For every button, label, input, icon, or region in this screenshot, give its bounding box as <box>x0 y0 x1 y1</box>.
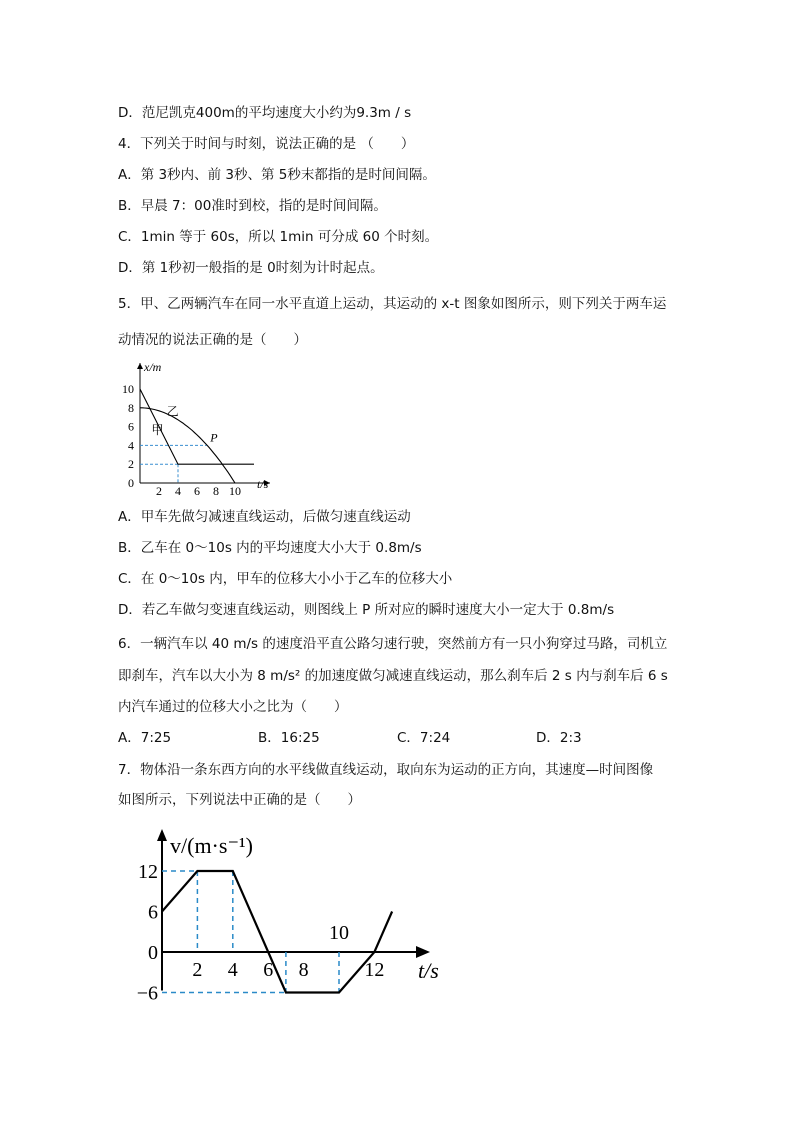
x-tick-label: 8 <box>213 484 219 498</box>
series-yi-label: 乙 <box>166 404 179 419</box>
x-axis-arrow <box>416 946 430 958</box>
y-tick-label: 0 <box>128 476 134 490</box>
q5-option-c: C．在 0～10s 内，甲车的位移大小小于乙车的位移大小 <box>118 571 453 587</box>
y-tick-label: 0 <box>148 942 158 964</box>
q5-stem-line2: 动情况的说法正确的是（ ） <box>118 332 307 348</box>
y-tick-label: 10 <box>122 382 134 396</box>
x-axis-label: t/s <box>418 958 439 983</box>
y-tick-label: 4 <box>128 438 134 453</box>
y-tick-label: 6 <box>128 419 134 434</box>
vt-chart <box>130 825 460 1010</box>
x-tick-label: 4 <box>175 484 181 498</box>
x-tick-label: 2 <box>156 484 162 498</box>
q4-option-c: C．1min 等于 60s，所以 1min 可分成 60 个时刻。 <box>118 229 439 245</box>
q6-stem-line1: 6．一辆汽车以 40 m/s 的速度沿平直公路匀速行驶，突然前方有一只小狗穿过马路，司机立 <box>118 636 668 652</box>
q4-option-a: A．第 3秒内、前 3秒、第 5秒末都指的是时间间隔。 <box>118 167 436 183</box>
q5-option-a: A．甲车先做匀减速直线运动，后做匀速直线运动 <box>118 509 411 525</box>
point-p-label: P <box>210 430 218 445</box>
series-jia-label: 甲 <box>151 423 164 438</box>
x-tick-label: 10 <box>229 484 241 498</box>
x-tick-label: 4 <box>227 959 238 981</box>
q6-stem-line3: 内汽车通过的位移大小之比为（ ） <box>118 699 348 715</box>
y-axis-arrow <box>137 363 143 369</box>
x-axis-label: t/s <box>257 477 269 491</box>
y-tick-label: 8 <box>128 400 134 415</box>
q6-stem-line2: 即刹车，汽车以大小为 8 m/s² 的加速度做匀减速直线运动，那么刹车后 2 s 内与刹车后 6 s <box>118 668 668 684</box>
x-tick-label: 2 <box>192 959 203 981</box>
q7-stem-line2: 如图所示，下列说法中正确的是（ ） <box>118 792 361 808</box>
y-tick-label: 12 <box>138 861 158 883</box>
x-tick-label: 12 <box>364 959 385 981</box>
q4-option-b: B．早晨 7：00准时到校，指的是时间间隔。 <box>118 198 387 214</box>
q6-option-a: A．7:25 <box>118 730 172 746</box>
q5-option-d: D．若乙车做匀变速直线运动，则图线上 P 所对应的瞬时速度大小一定大于 0.8m/s <box>118 602 615 618</box>
x-tick-label: 10 <box>329 922 349 944</box>
x-tick-label: 6 <box>194 484 200 498</box>
q7-stem-line1: 7．物体沿一条东西方向的水平线做直线运动，取向东为运动的正方向，其速度—时间图像 <box>118 762 654 778</box>
q3-option-d: D．范尼凯克400m的平均速度大小约为9.3m / s <box>118 105 412 121</box>
y-tick-label: 6 <box>148 901 158 924</box>
xt-chart <box>110 355 290 500</box>
q6-option-b: B．16:25 <box>258 730 320 746</box>
y-tick-label: 2 <box>128 457 134 472</box>
q4-stem: 4．下列关于时间与时刻，说法正确的是 （ ） <box>118 136 415 152</box>
q6-option-d: D．2:3 <box>536 730 582 746</box>
q6-option-c: C．7:24 <box>397 730 451 746</box>
y-axis-arrow <box>157 829 167 841</box>
y-tick-label: −6 <box>136 982 158 1005</box>
q4-option-d: D．第 1秒初一般指的是 0时刻为计时起点。 <box>118 260 384 276</box>
x-tick-label: 8 <box>298 959 309 981</box>
y-axis-label: v/(m·s⁻¹) <box>170 833 253 858</box>
q5-stem-line1: 5．甲、乙两辆汽车在同一水平直道上运动，其运动的 x-t 图象如图所示，则下列关于两车运 <box>118 296 667 312</box>
q5-option-b: B．乙车在 0～10s 内的平均速度大小大于 0.8m/s <box>118 540 422 556</box>
x-tick-label: 6 <box>263 959 274 981</box>
y-axis-label: x/m <box>144 360 162 374</box>
